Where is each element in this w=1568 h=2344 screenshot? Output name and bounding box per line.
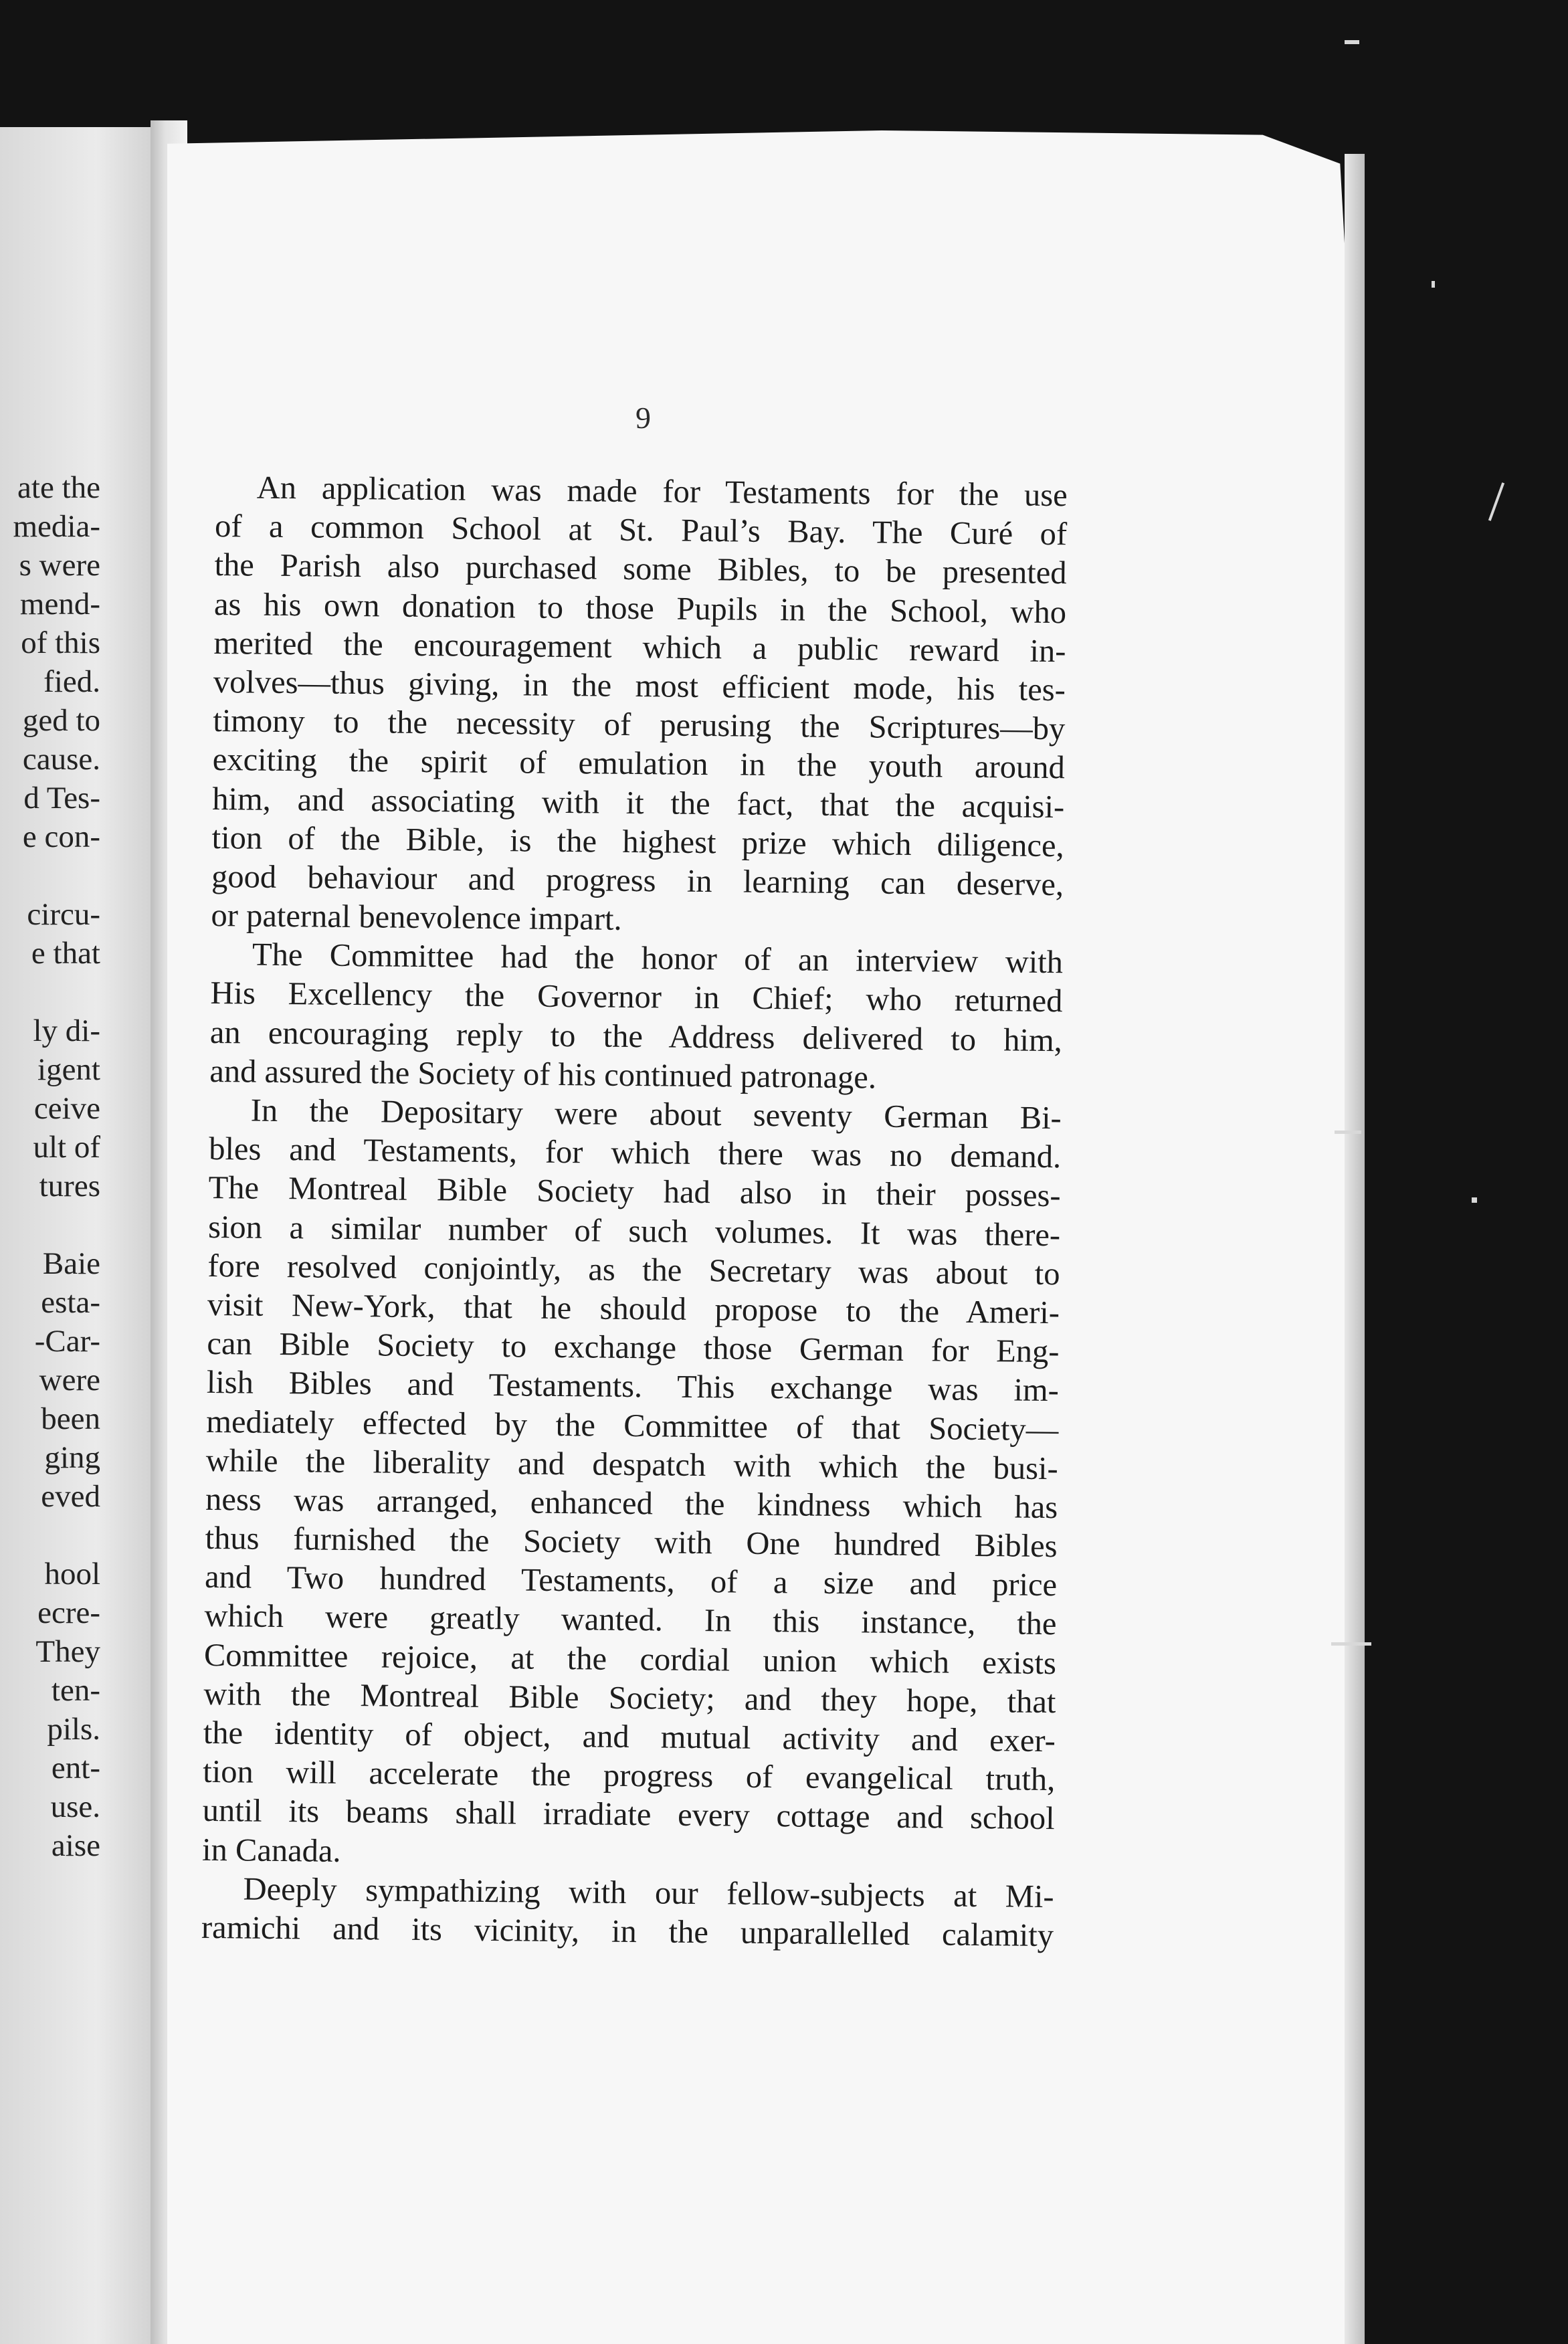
body-line: in Canada.	[201, 1832, 341, 1869]
body-line: mediately effected by the Committee of that Society—	[206, 1403, 1059, 1448]
previous-page-line	[0, 856, 100, 895]
body-line: Deeply sympathizing with our fellow-subjects at Mi-	[243, 1871, 1054, 1915]
dust-speck	[1335, 1131, 1361, 1134]
body-line: the identity of object, and mutual activity and exer-	[203, 1715, 1056, 1759]
previous-page-line: of this	[21, 625, 100, 660]
body-line: ness was arranged, enhanced the kindness which has	[205, 1481, 1058, 1526]
dust-speck	[1345, 40, 1359, 44]
page-number: 9	[635, 401, 651, 435]
body-line: him, and associating with it the fact, that the acquisi-	[212, 781, 1065, 825]
body-line: tion will accelerate the progress of evangelical truth,	[203, 1754, 1056, 1798]
previous-page-line: ten-	[51, 1673, 100, 1708]
body-line: visit New-York, that he should propose to the Ameri-	[207, 1286, 1060, 1331]
previous-page-line: pils.	[47, 1712, 100, 1747]
previous-page-line: use.	[50, 1789, 100, 1824]
previous-page-line: igent	[37, 1052, 100, 1087]
page-body-text	[201, 468, 1068, 1955]
body-line: In the Depositary were about seventy German Bi-	[250, 1092, 1062, 1137]
body-line: tion of the Bible, is the highest prize which diligence,	[211, 819, 1064, 864]
body-line: until its beams shall irradiate every cottage and school	[202, 1793, 1055, 1837]
body-line: The Montreal Bible Society had also in their posses-	[208, 1170, 1061, 1214]
body-line: volves—thus giving, in the most efficient mode, his tes-	[213, 664, 1066, 708]
previous-page-line: ly di-	[33, 1013, 100, 1048]
body-line: an encouraging reply to the Address delivered to him,	[209, 1014, 1063, 1058]
previous-page-line: e con-	[22, 819, 100, 854]
previous-page-line	[0, 1516, 100, 1555]
previous-page-line	[0, 1205, 100, 1244]
previous-page-line: fied.	[43, 664, 100, 699]
body-line: of a common School at St. Paul’s Bay. The Curé of	[214, 508, 1068, 553]
previous-page-line: media-	[13, 509, 100, 544]
body-line: with the Montreal Bible Society; and they hope, that	[203, 1676, 1056, 1720]
previous-page-line: ult of	[33, 1130, 100, 1165]
body-line: or paternal benevolence impart.	[211, 898, 622, 937]
previous-page-line: circu-	[27, 897, 100, 932]
body-line: and assured the Society of his continued patronage.	[209, 1053, 877, 1096]
previous-page-line: e that	[31, 936, 100, 971]
previous-page-line: ged to	[22, 703, 100, 738]
body-line: which were greatly wanted. In this instance, the	[204, 1598, 1057, 1642]
previous-page-line: d Tes-	[23, 781, 100, 815]
previous-page-line: been	[41, 1401, 100, 1436]
previous-page-text	[0, 468, 100, 1865]
body-line: The Committee had the honor of an interview with	[252, 937, 1064, 981]
body-line: the Parish also purchased some Bibles, to be presented	[214, 547, 1067, 591]
previous-page-line: ent-	[51, 1751, 100, 1785]
body-line: fore resolved conjointly, as the Secretary was about to	[207, 1248, 1060, 1292]
previous-page-line: cause.	[22, 742, 100, 777]
body-line: thus furnished the Society with One hundred Bibles	[205, 1520, 1058, 1565]
body-line: sion a similar number of such volumes. It was there-	[207, 1209, 1061, 1253]
previous-page-line: They	[35, 1634, 100, 1669]
previous-page-line: ecre-	[37, 1595, 100, 1630]
previous-page-line: Baie	[42, 1246, 100, 1281]
body-line: good behaviour and progress in learning can deserve,	[211, 858, 1064, 903]
body-line: timony to the necessity of perusing the Scriptures—by	[213, 703, 1066, 747]
body-line: lish Bibles and Testaments. This exchange was im-	[206, 1365, 1060, 1409]
page-edge	[1345, 154, 1365, 2344]
body-line: can Bible Society to exchange those German for Eng-	[207, 1326, 1060, 1370]
dust-speck	[1472, 1197, 1477, 1203]
body-line: while the liberality and despatch with which the busi-	[205, 1442, 1058, 1486]
body-line: bles and Testaments, for which there was no demand.	[208, 1131, 1062, 1175]
body-line: Committee rejoice, at the cordial union which exists	[203, 1637, 1057, 1681]
previous-page-line	[0, 973, 100, 1011]
dust-speck	[1432, 281, 1435, 288]
previous-page-line: -Car-	[34, 1324, 100, 1359]
body-line: and Two hundred Testaments, of a size and price	[204, 1559, 1058, 1603]
previous-page-line: ate the	[17, 470, 100, 505]
previous-page-line: aise	[51, 1828, 100, 1863]
dust-speck	[1488, 482, 1504, 521]
body-line: His Excellency the Governor in Chief; who returned	[210, 975, 1063, 1019]
previous-page-line: hool	[44, 1557, 100, 1591]
body-line: ramichi and its vicinity, in the unparallelled calamity	[201, 1909, 1054, 1954]
previous-page-line: mend-	[19, 587, 100, 621]
previous-page-line: ceive	[33, 1091, 100, 1126]
body-line: merited the encouragement which a public reward in-	[213, 625, 1066, 669]
previous-page-line: s were	[19, 548, 100, 583]
previous-page-line: were	[39, 1363, 100, 1397]
dust-speck	[1331, 1642, 1371, 1646]
previous-page-line: ging	[44, 1440, 100, 1475]
previous-page-line: esta-	[41, 1285, 100, 1320]
body-line: An application was made for Testaments for the use	[256, 470, 1068, 514]
previous-page-line: eved	[41, 1479, 100, 1514]
previous-page-line: tures	[39, 1169, 100, 1203]
body-line: as his own donation to those Pupils in the School, who	[213, 586, 1067, 630]
body-line: exciting the spirit of emulation in the youth around	[212, 742, 1066, 786]
